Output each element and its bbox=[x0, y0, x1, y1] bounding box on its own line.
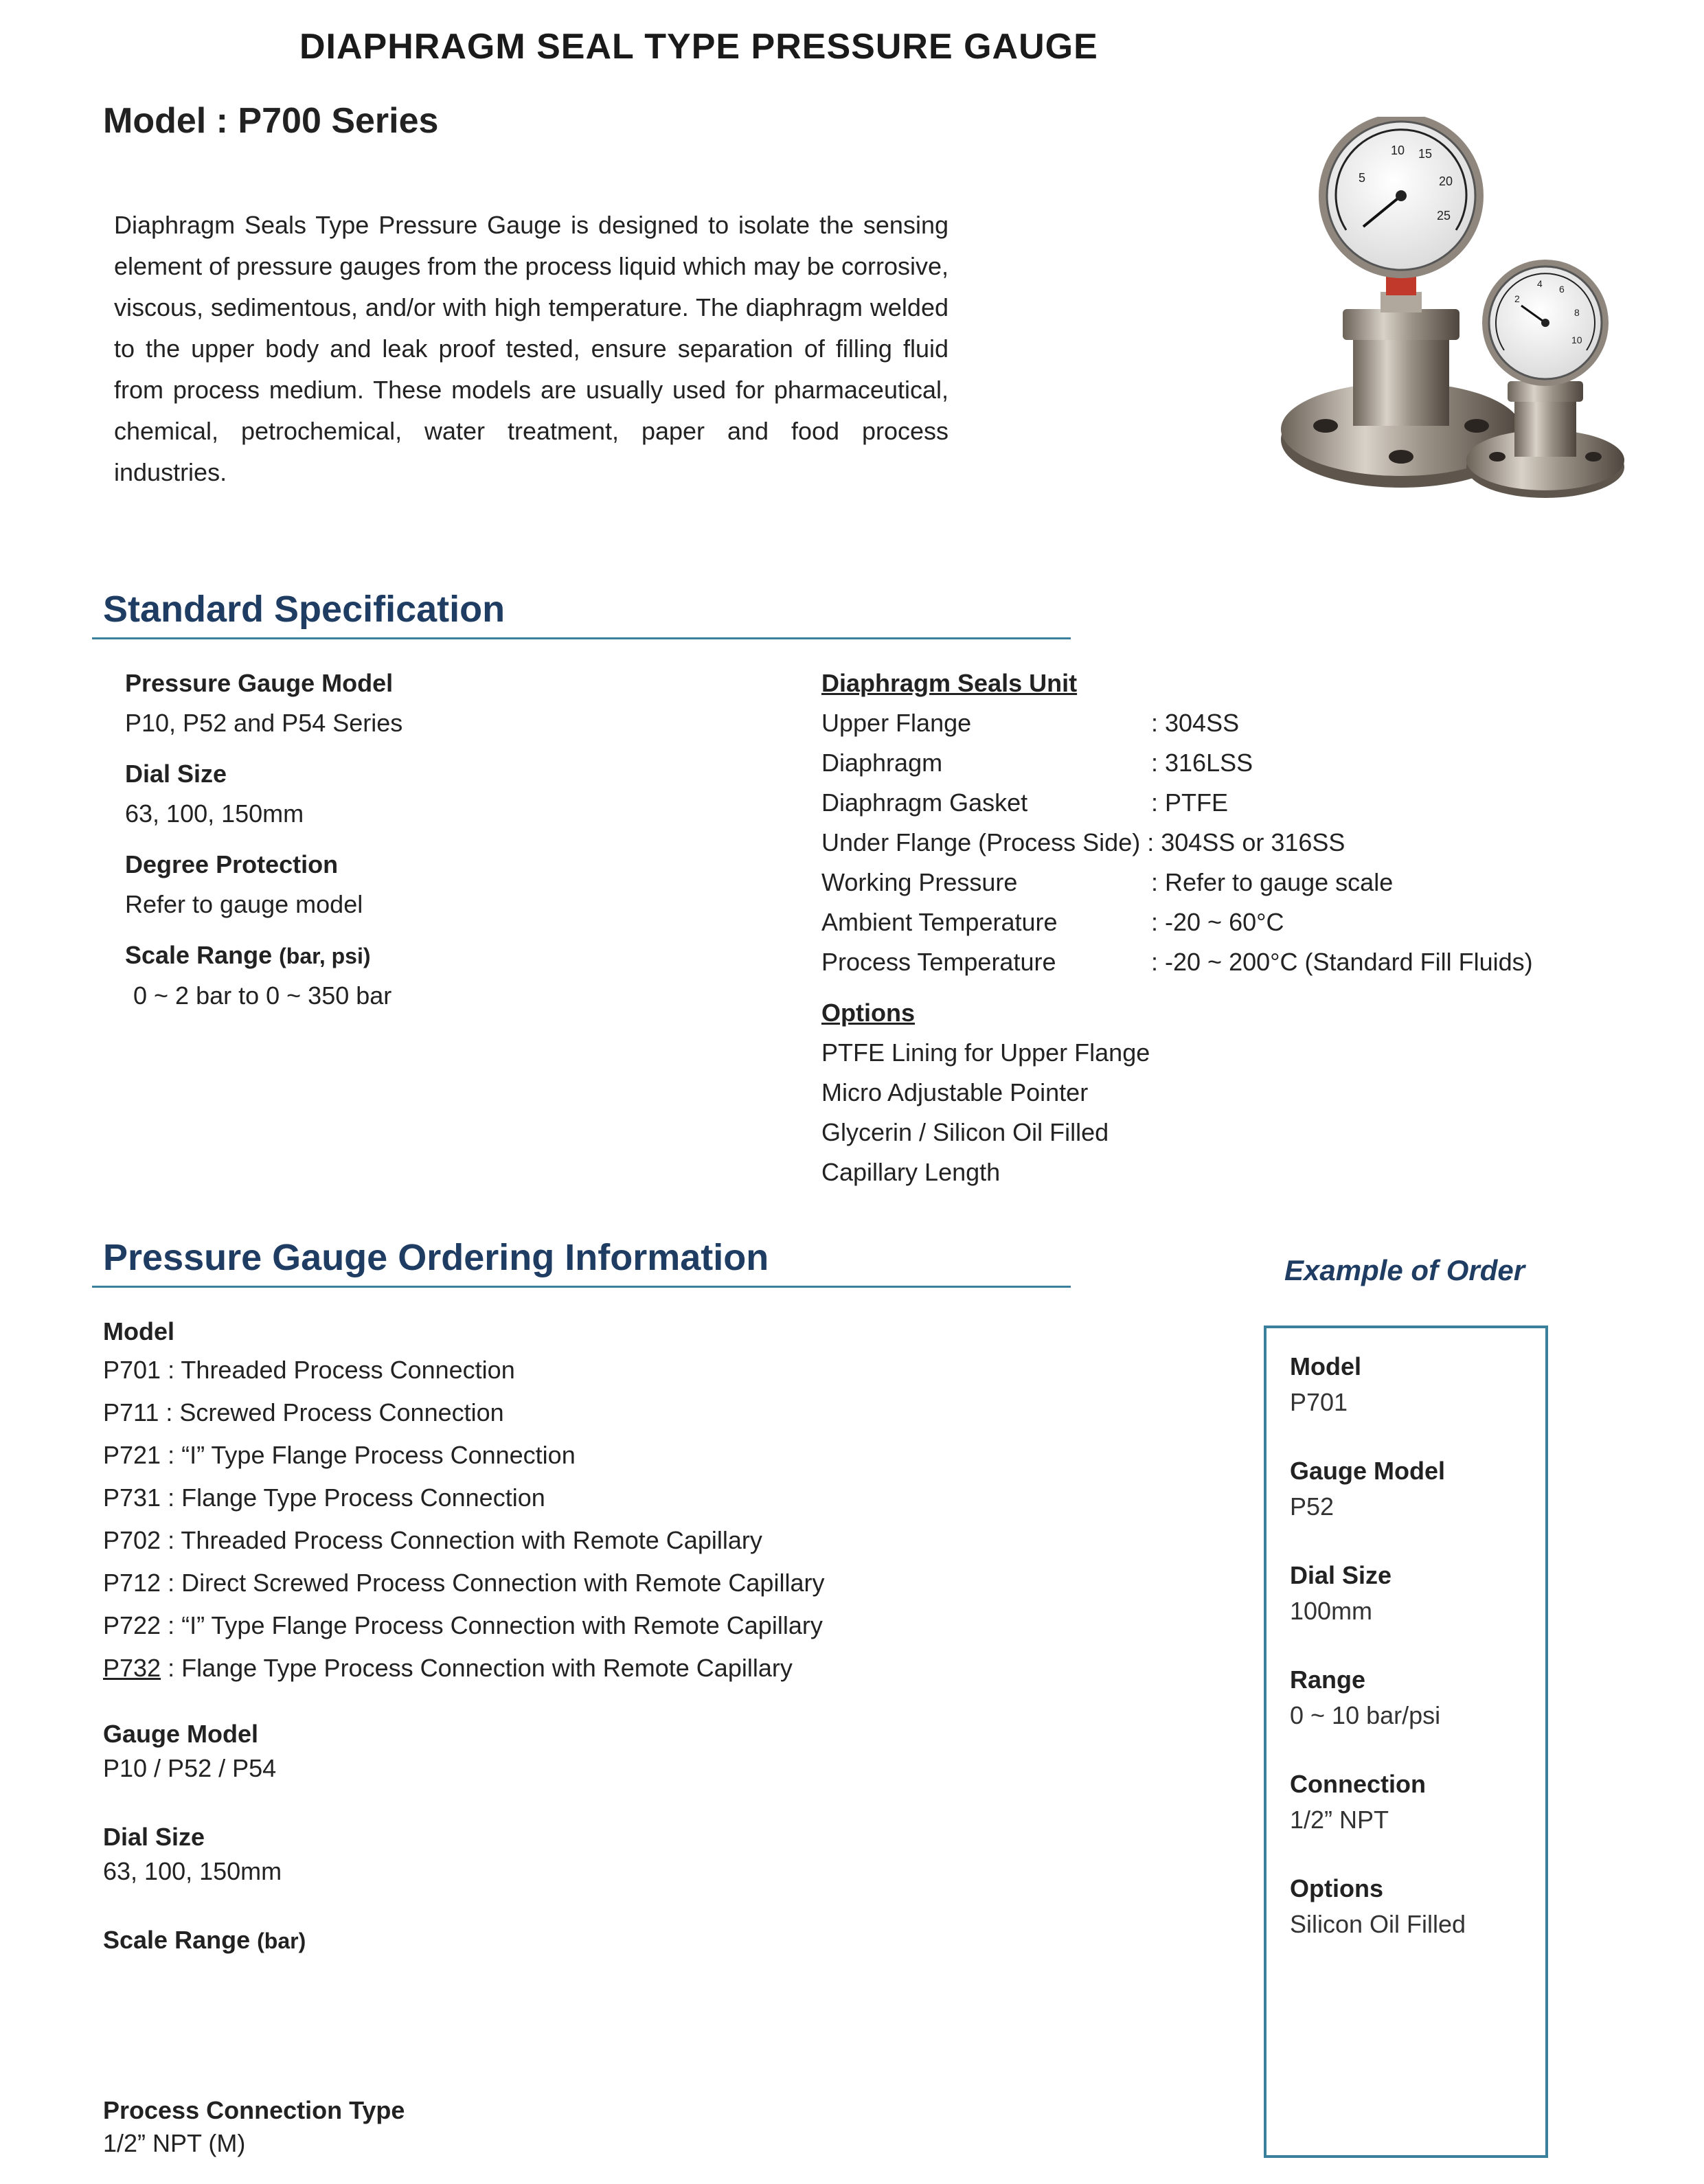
standard-spec-heading: Standard Specification bbox=[103, 589, 505, 630]
model-desc: : Direct Screwed Process Connection with Remote Capillary bbox=[161, 1569, 825, 1597]
seals-heading: Diaphragm Seals Unit bbox=[821, 669, 1078, 697]
ordering-gauge-model-value: P10 / P52 / P54 bbox=[103, 1754, 277, 1782]
option-item: PTFE Lining for Upper Flange bbox=[821, 1038, 1150, 1067]
seal-value: : -20 ~ 60°C bbox=[1151, 908, 1284, 936]
example-label: Connection bbox=[1290, 1770, 1426, 1798]
seal-value: : PTFE bbox=[1151, 788, 1229, 817]
model-code: P711 bbox=[103, 1398, 159, 1426]
model-desc: : Screwed Process Connection bbox=[159, 1398, 504, 1426]
page-title: DIAPHRAGM SEAL TYPE PRESSURE GAUGE bbox=[299, 27, 1098, 67]
seal-key: Working Pressure bbox=[821, 868, 1018, 896]
example-item bbox=[1290, 1349, 1361, 1420]
example-item bbox=[1290, 1558, 1391, 1629]
product-photo bbox=[1277, 117, 1635, 501]
model-desc: : Threaded Process Connection bbox=[161, 1356, 515, 1384]
dial-tick-label: 2 bbox=[1514, 293, 1520, 304]
example-item bbox=[1290, 1453, 1445, 1525]
spec-right-column bbox=[821, 663, 1632, 1192]
seal-row bbox=[821, 703, 1632, 743]
model-code: P712 bbox=[103, 1569, 161, 1597]
ordering-scale-range-suffix: (bar) bbox=[257, 1929, 306, 1953]
dial-tick-label: 6 bbox=[1559, 284, 1565, 295]
seal-row bbox=[821, 942, 1632, 982]
spec-label: Pressure Gauge Model bbox=[125, 669, 394, 697]
spec-label-suffix: (bar, psi) bbox=[279, 944, 371, 968]
example-value: 100mm bbox=[1290, 1597, 1373, 1625]
section-divider bbox=[92, 1286, 1071, 1288]
example-label: Model bbox=[1290, 1352, 1361, 1380]
ordering-process-conn-label: Process Connection Type bbox=[103, 2096, 405, 2124]
example-value: P701 bbox=[1290, 1388, 1348, 1416]
seal-key: Under Flange (Process Side) bbox=[821, 828, 1141, 856]
example-value: P52 bbox=[1290, 1492, 1334, 1521]
model-code: P722 bbox=[103, 1611, 161, 1639]
ordering-column bbox=[103, 1315, 1202, 1958]
process-connection-block bbox=[103, 2093, 405, 2159]
seal-row bbox=[821, 743, 1632, 783]
seal-value: : 316LSS bbox=[1151, 749, 1253, 777]
example-heading: Example of Order bbox=[1284, 1254, 1525, 1286]
example-order-box bbox=[1264, 1326, 1548, 2158]
ordering-model-label: Model bbox=[103, 1317, 174, 1345]
model-desc: : Flange Type Process Connection bbox=[161, 1483, 545, 1512]
ordering-gauge-model-label: Gauge Model bbox=[103, 1720, 259, 1748]
dial-tick-label: 10 bbox=[1571, 334, 1582, 345]
example-label: Dial Size bbox=[1290, 1561, 1392, 1589]
model-code-row bbox=[103, 1519, 1202, 1562]
dial-tick-label: 5 bbox=[1359, 171, 1366, 185]
seal-value: : 304SS or 316SS bbox=[1147, 828, 1345, 856]
example-value: Silicon Oil Filled bbox=[1290, 1910, 1466, 1938]
model-desc: : Flange Type Process Connection with Remote Capillary bbox=[161, 1654, 793, 1682]
ordering-process-conn-value: 1/2” NPT (M) bbox=[103, 2129, 246, 2157]
example-item bbox=[1290, 1871, 1466, 1942]
ordering-heading: Pressure Gauge Ordering Information bbox=[103, 1237, 769, 1278]
example-value: 0 ~ 10 bar/psi bbox=[1290, 1701, 1441, 1729]
ordering-dial-size-value: 63, 100, 150mm bbox=[103, 1857, 282, 1885]
model-code-row bbox=[103, 1477, 1202, 1519]
dial-tick-label: 15 bbox=[1418, 147, 1433, 161]
model-code-row bbox=[103, 1647, 1202, 1690]
option-item: Glycerin / Silicon Oil Filled bbox=[821, 1118, 1109, 1146]
spec-label: Scale Range bbox=[125, 941, 273, 969]
seal-key: Ambient Temperature bbox=[821, 908, 1058, 936]
spec-value: 0 ~ 2 bar to 0 ~ 350 bar bbox=[133, 981, 392, 1010]
example-value: 1/2” NPT bbox=[1290, 1806, 1389, 1834]
example-label: Gauge Model bbox=[1290, 1457, 1446, 1485]
model-code: P701 bbox=[103, 1356, 161, 1384]
dial-tick-label: 20 bbox=[1439, 174, 1453, 188]
options-heading: Options bbox=[821, 999, 915, 1027]
seal-key: Upper Flange bbox=[821, 709, 972, 737]
option-item: Micro Adjustable Pointer bbox=[821, 1078, 1089, 1106]
product-description: Diaphragm Seals Type Pressure Gauge is designed to isolate the sensing element of pressure gauges from the process liquid which may be corrosive, viscous, sedimentous, and/or with high temperature. The diaphragm welded to the upper body and leak proof tested, ensure separation of filling fluid from process medium. These models are usually used for pharmaceutical, chemical, petrochemical, water treatment, paper and food process industries. bbox=[114, 211, 948, 486]
seal-row bbox=[821, 783, 1632, 823]
spec-value: P10, P52 and P54 Series bbox=[125, 709, 403, 737]
seal-row bbox=[821, 902, 1632, 942]
seal-key: Process Temperature bbox=[821, 948, 1056, 976]
spec-label: Dial Size bbox=[125, 760, 227, 788]
model-desc: : “I” Type Flange Process Connection bbox=[161, 1441, 576, 1469]
example-label: Range bbox=[1290, 1665, 1366, 1694]
model-code-row bbox=[103, 1562, 1202, 1604]
seal-value: : 304SS bbox=[1151, 709, 1240, 737]
model-desc: : “I” Type Flange Process Connection with Remote Capillary bbox=[161, 1611, 823, 1639]
model-code: P732 bbox=[103, 1654, 161, 1682]
dial-tick-label: 10 bbox=[1391, 144, 1405, 157]
model-code: P721 bbox=[103, 1441, 161, 1469]
dial-tick-label: 4 bbox=[1537, 278, 1543, 289]
ordering-dial-size-label: Dial Size bbox=[103, 1823, 205, 1851]
spec-value: Refer to gauge model bbox=[125, 890, 363, 918]
seal-key: Diaphragm bbox=[821, 749, 943, 777]
option-item: Capillary Length bbox=[821, 1158, 1001, 1186]
model-code-row bbox=[103, 1434, 1202, 1477]
model-heading: Model : P700 Series bbox=[103, 101, 439, 141]
example-item bbox=[1290, 1662, 1440, 1733]
ordering-scale-range-label: Scale Range bbox=[103, 1926, 251, 1954]
spec-value: 63, 100, 150mm bbox=[125, 799, 304, 828]
model-code-row bbox=[103, 1349, 1202, 1391]
spec-label: Degree Protection bbox=[125, 850, 339, 878]
model-desc: : Threaded Process Connection with Remote Capillary bbox=[161, 1526, 762, 1554]
model-code: P702 bbox=[103, 1526, 161, 1554]
spec-left-column bbox=[125, 663, 743, 1016]
seal-value: : -20 ~ 200°C (Standard Fill Fluids) bbox=[1151, 948, 1533, 976]
model-code-row bbox=[103, 1391, 1202, 1434]
seal-key: Diaphragm Gasket bbox=[821, 788, 1028, 817]
model-code: P731 bbox=[103, 1483, 161, 1512]
seal-value: : Refer to gauge scale bbox=[1151, 868, 1394, 896]
seal-row bbox=[821, 863, 1632, 902]
section-divider bbox=[92, 637, 1071, 639]
seal-row bbox=[821, 823, 1632, 863]
dial-tick-label: 25 bbox=[1437, 209, 1451, 223]
dial-tick-label: 8 bbox=[1574, 307, 1580, 318]
model-code-row bbox=[103, 1604, 1202, 1647]
example-label: Options bbox=[1290, 1874, 1383, 1902]
example-item bbox=[1290, 1766, 1426, 1838]
